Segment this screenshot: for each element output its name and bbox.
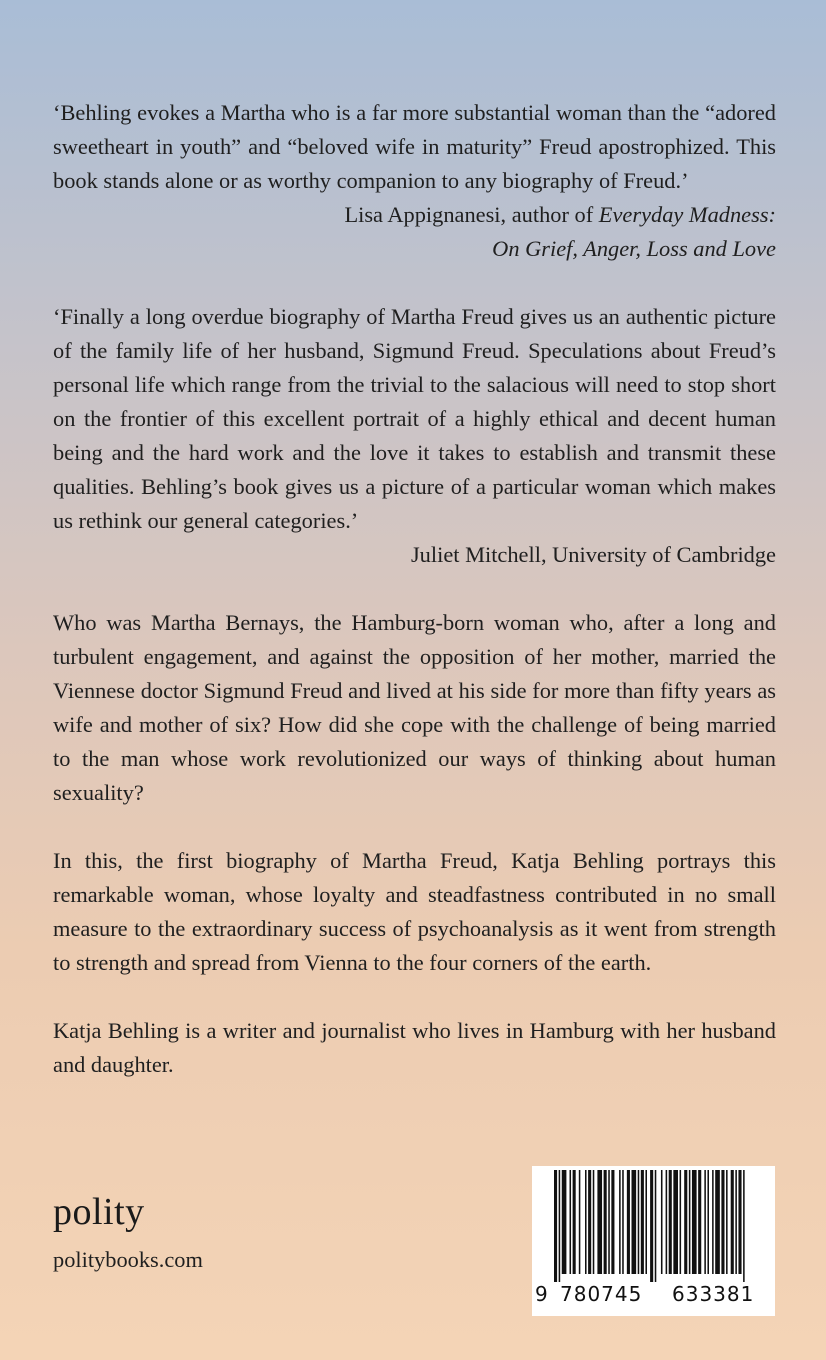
review-attribution-1 <box>53 198 776 266</box>
barcode-bar <box>743 1170 745 1282</box>
barcode-bar <box>680 1170 682 1274</box>
barcode-bar <box>645 1170 647 1274</box>
barcode-bar <box>650 1170 653 1282</box>
review-quote-2: ‘Finally a long overdue biography of Martha Freud gives us an authentic picture of the family life of her husband, Sigmund Freud. Speculations about Freud’s personal life which range from the trivial to the salacious will need to stop short on the frontier of this excellent portrait of a highly ethical and decent human being and the hard work and the love it takes to establish and transmit these qualities. Behling’s book gives us a picture of a particular woman which makes us rethink our general categories.’ <box>53 304 776 533</box>
attribution-book-title: Everyday Madness: <box>598 202 776 227</box>
review-attribution-2: Juliet Mitchell, University of Cambridge <box>410 542 776 567</box>
barcode-bar <box>588 1170 591 1274</box>
barcode-bar <box>655 1170 657 1282</box>
isbn-barcode <box>532 1166 775 1316</box>
barcode-bar <box>689 1170 691 1274</box>
publisher-block <box>53 1192 203 1274</box>
isbn-group-1: 780745 <box>560 1282 643 1306</box>
barcode-bar <box>559 1170 561 1282</box>
back-cover-text <box>53 96 776 1082</box>
barcode-bar <box>579 1170 581 1274</box>
isbn-first-digit: 9 <box>535 1282 548 1306</box>
barcode-bar <box>692 1170 697 1274</box>
barcode-bar <box>661 1170 663 1274</box>
barcode-bar <box>715 1170 720 1274</box>
polity-logo: polity <box>53 1191 145 1233</box>
barcode-bars <box>532 1166 775 1284</box>
barcode-bar <box>704 1170 706 1274</box>
barcode-bar <box>622 1170 624 1274</box>
barcode-bar <box>731 1170 734 1274</box>
barcode-bar <box>585 1170 587 1274</box>
barcode-bar <box>627 1170 630 1274</box>
barcode-bar <box>666 1170 668 1274</box>
barcode-bar <box>669 1170 672 1274</box>
barcode-bar <box>570 1170 572 1274</box>
isbn-group-2: 633381 <box>672 1282 755 1306</box>
attribution-book-subtitle: On Grief, Anger, Loss and Love <box>492 236 776 261</box>
barcode-bar <box>593 1170 595 1274</box>
barcode-bar <box>721 1170 724 1274</box>
barcode-bar <box>712 1170 714 1274</box>
barcode-bar <box>608 1170 610 1274</box>
barcode-bar <box>638 1170 640 1274</box>
barcode-bar <box>707 1170 709 1274</box>
barcode-bar <box>738 1170 741 1274</box>
barcode-bar <box>619 1170 621 1274</box>
barcode-bar <box>641 1170 644 1274</box>
barcode-bar <box>735 1170 737 1274</box>
author-bio: Katja Behling is a writer and journalist who lives in Hamburg with her husband and daughter. <box>53 1018 776 1077</box>
barcode-bar <box>597 1170 602 1274</box>
attribution-name: Lisa Appignanesi, author of <box>344 202 594 227</box>
description-paragraph-1: Who was Martha Bernays, the Hamburg-born woman who, after a long and turbulent engagement, and against the opposition of her mother, married the Viennese doctor Sigmund Freud and lived at his side for more than fifty years as wife and mother of six? How did she cope with the challenge of being married to the man whose work revolutionized our ways of thinking about human sexuality? <box>53 610 776 805</box>
barcode-bar <box>562 1170 567 1274</box>
review-quote-1: ‘Behling evokes a Martha who is a far more substantial woman than the “adored sweetheart in youth” and “beloved wife in maturity” Freud apostrophized. This book stands alone or as worthy companion to any biography of Freud.’ <box>53 100 776 193</box>
barcode-bar <box>554 1170 557 1282</box>
barcode-bar <box>611 1170 614 1274</box>
publisher-website: politybooks.com <box>53 1247 203 1272</box>
barcode-bar <box>673 1170 678 1274</box>
barcode-bar <box>684 1170 687 1274</box>
barcode-bar <box>632 1170 637 1274</box>
barcode-bar <box>573 1170 576 1274</box>
barcode-bar <box>726 1170 728 1274</box>
description-paragraph-2: In this, the first biography of Martha Freud, Katja Behling portrays this remarkable woman, whose loyalty and steadfastness contributed in no small measure to the extraordinary success of psychoanalysis as it went from strength to strength and spread from Vienna to the four corners of the earth. <box>53 848 776 975</box>
barcode-bar <box>604 1170 607 1274</box>
barcode-bar <box>698 1170 701 1274</box>
